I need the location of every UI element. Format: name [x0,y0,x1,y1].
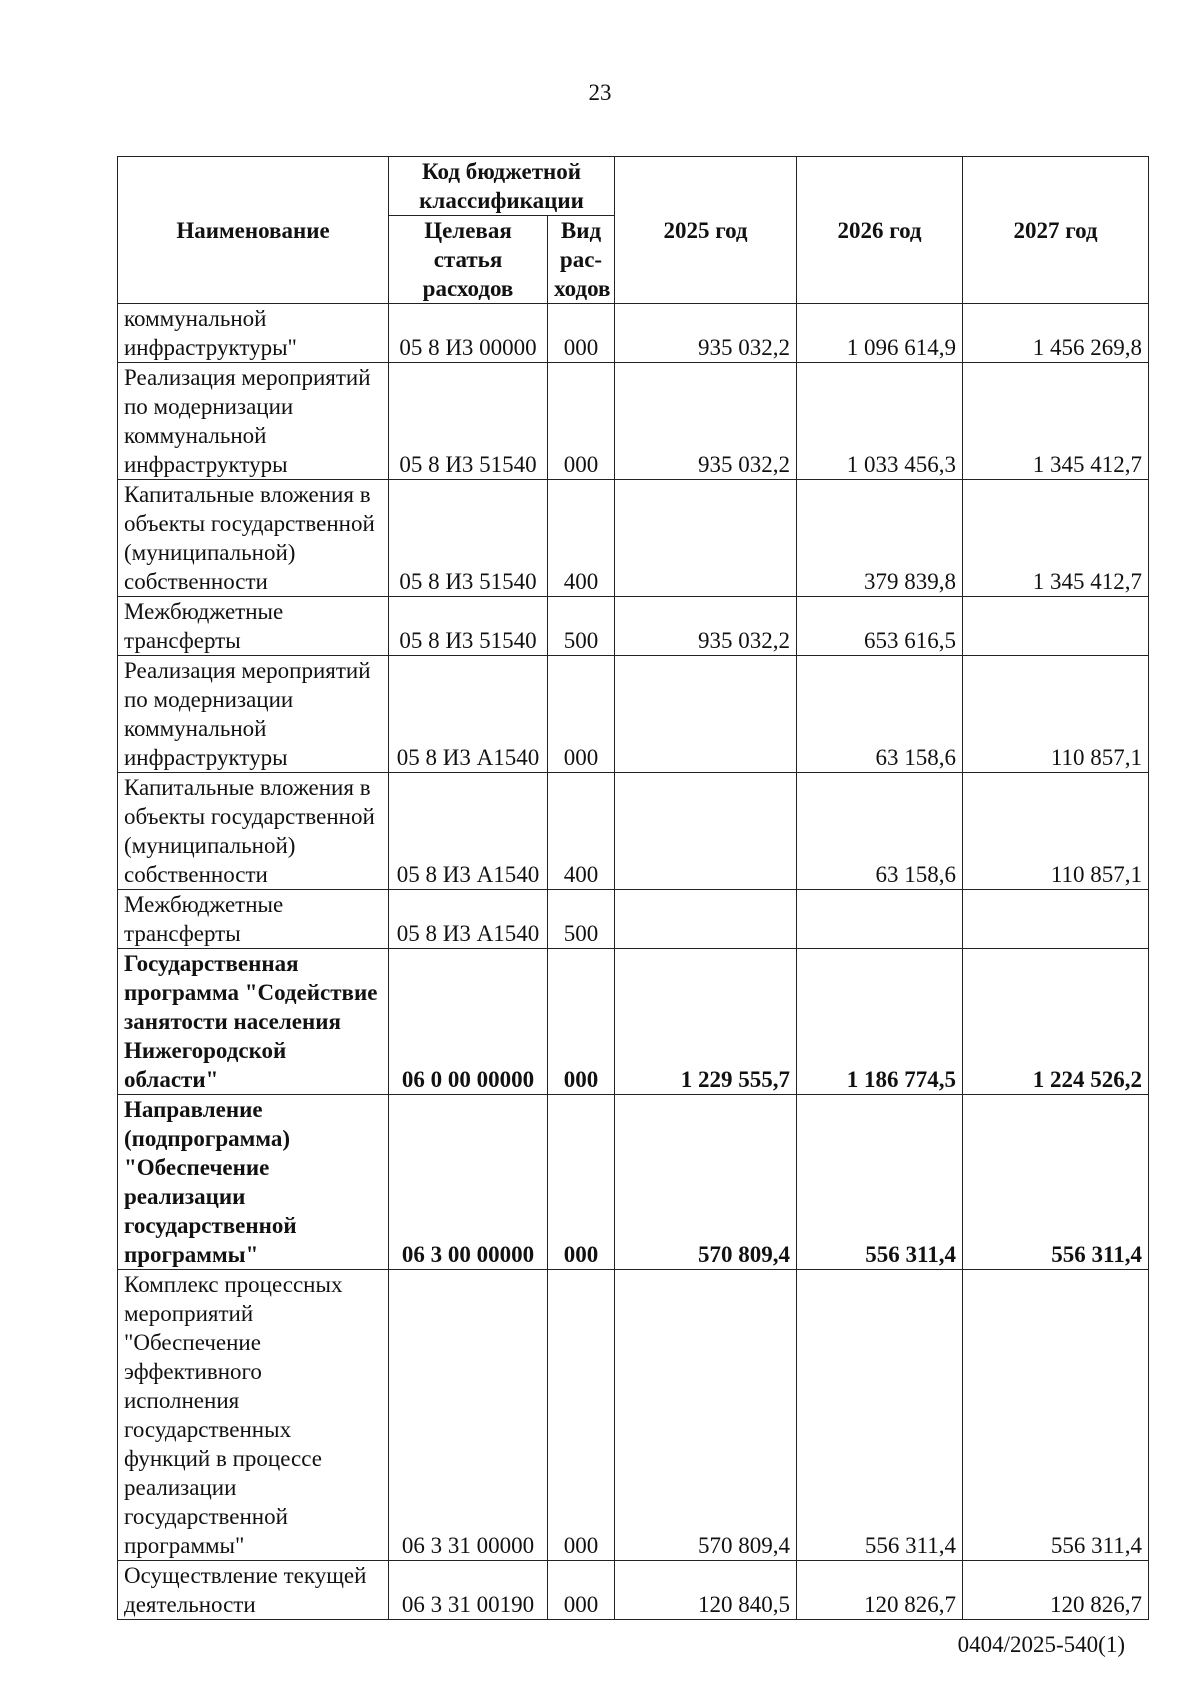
header-budget-code: Код бюджетной классификации [389,157,615,216]
row-type: 000 [548,1095,615,1270]
row-2026: 379 839,8 [797,480,963,597]
row-name: коммунальной инфраструктуры" [118,304,389,363]
table-row [118,597,1149,656]
row-name: Направление (подпрограмма) "Обеспечение реализации государственной программы" [118,1095,389,1270]
row-name: Осуществление текущей деятельности [118,1561,389,1620]
row-2026: 653 616,5 [797,597,963,656]
row-type: 000 [548,304,615,363]
row-2025 [615,773,797,890]
row-code: 05 8 И3 00000 [389,304,548,363]
row-2025 [615,656,797,773]
row-2025: 1 229 555,7 [615,949,797,1095]
page-number: 23 [588,80,612,105]
row-2027: 120 826,7 [963,1561,1149,1620]
row-name: Капитальные вложения в объекты государственной (муниципальной) собственности [118,480,389,597]
row-type: 000 [548,949,615,1095]
row-code: 06 3 31 00000 [389,1270,548,1561]
row-2025: 570 809,4 [615,1095,797,1270]
row-type: 000 [548,656,615,773]
row-2026: 120 826,7 [797,1561,963,1620]
row-2026 [797,890,963,949]
row-2027: 556 311,4 [963,1270,1149,1561]
row-2027 [963,597,1149,656]
row-name: Реализация мероприятий по модернизации коммунальной инфраструктуры [118,656,389,773]
row-name: Комплекс процессных мероприятий "Обеспечение эффективного исполнения государственных функций в процессе реализации государственной программы" [118,1270,389,1561]
row-type: 500 [548,890,615,949]
row-2026: 63 158,6 [797,656,963,773]
header-expense-type: Вид рас-ходов [548,216,615,304]
row-2025 [615,480,797,597]
row-2027: 1 456 269,8 [963,304,1149,363]
row-2027 [963,890,1149,949]
header-2027: 2027 год [963,157,1149,304]
row-name: Капитальные вложения в объекты государственной (муниципальной) собственности [118,773,389,890]
row-type: 500 [548,597,615,656]
row-2025: 935 032,2 [615,597,797,656]
table-row [118,949,1149,1095]
row-type: 000 [548,1270,615,1561]
row-name: Реализация мероприятий по модернизации коммунальной инфраструктуры [118,363,389,480]
row-code: 05 8 И3 51540 [389,480,548,597]
row-2027: 110 857,1 [963,773,1149,890]
header-target-article: Целевая статья расходов [389,216,548,304]
row-2027: 1 345 412,7 [963,363,1149,480]
row-code: 06 3 31 00190 [389,1561,548,1620]
row-2025: 935 032,2 [615,304,797,363]
table-row [118,1095,1149,1270]
row-2026: 1 096 614,9 [797,304,963,363]
row-2026: 556 311,4 [797,1095,963,1270]
row-code: 05 8 И3 51540 [389,363,548,480]
row-name: Государственная программа "Содействие занятости населения Нижегородской области" [118,949,389,1095]
row-type: 000 [548,1561,615,1620]
table-row [118,480,1149,597]
row-code: 06 0 00 00000 [389,949,548,1095]
row-code: 05 8 И3 А1540 [389,890,548,949]
header-2025: 2025 год [615,157,797,304]
budget-table [117,156,1149,1620]
table-row [118,363,1149,480]
document-code: 0404/2025-540(1) [957,1632,1125,1657]
row-code: 05 8 И3 51540 [389,597,548,656]
row-2025 [615,890,797,949]
table-row [118,773,1149,890]
table-row [118,890,1149,949]
header-name: Наименование [118,157,389,304]
row-2027: 110 857,1 [963,656,1149,773]
table-row [118,1561,1149,1620]
row-2025: 120 840,5 [615,1561,797,1620]
row-2027: 1 224 526,2 [963,949,1149,1095]
row-2027: 1 345 412,7 [963,480,1149,597]
row-2026: 556 311,4 [797,1270,963,1561]
row-type: 400 [548,773,615,890]
row-2025: 935 032,2 [615,363,797,480]
row-code: 05 8 И3 А1540 [389,773,548,890]
row-2026: 1 186 774,5 [797,949,963,1095]
header-2026: 2026 год [797,157,963,304]
table-row [118,1270,1149,1561]
row-type: 400 [548,480,615,597]
row-2026: 63 158,6 [797,773,963,890]
row-2025: 570 809,4 [615,1270,797,1561]
row-name: Межбюджетные трансферты [118,890,389,949]
row-code: 06 3 00 00000 [389,1095,548,1270]
table-row [118,304,1149,363]
table-row [118,656,1149,773]
row-type: 000 [548,363,615,480]
row-2026: 1 033 456,3 [797,363,963,480]
row-2027: 556 311,4 [963,1095,1149,1270]
row-name: Межбюджетные трансферты [118,597,389,656]
row-code: 05 8 И3 А1540 [389,656,548,773]
